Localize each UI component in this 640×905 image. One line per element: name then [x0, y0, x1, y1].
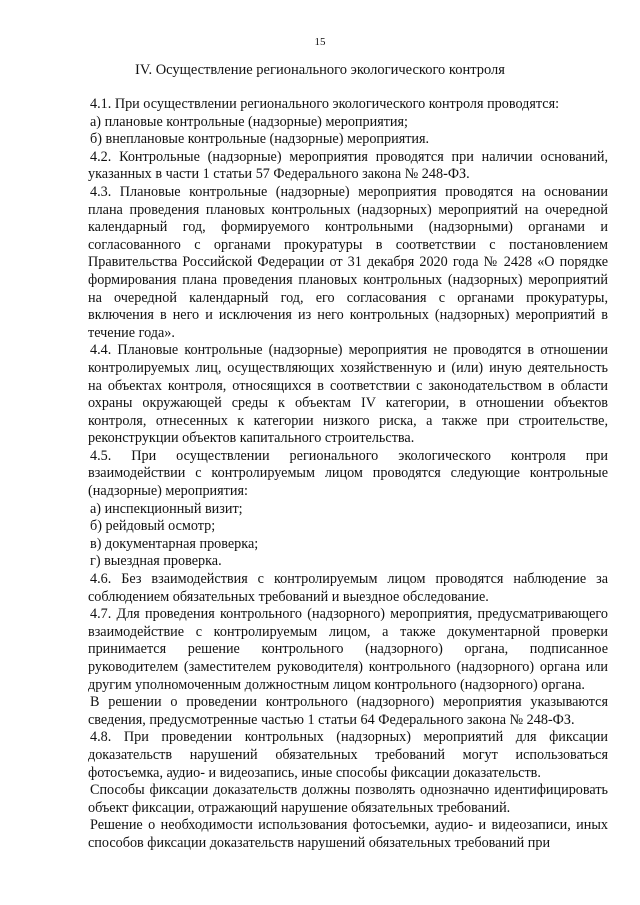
paragraph-4-5: 4.5. При осуществлении регионального экологического контроля при взаимодействии с контролируемым лицом проводятся следующие контрольные (надзорные) мероприятия:	[88, 447, 608, 500]
paragraph-4-7-decision: В решении о проведении контрольного (надзорного) мероприятия указываются сведения, предусмотренные частью 1 статьи 64 Федерального закона № 248-ФЗ.	[88, 694, 608, 728]
list-item: в) документарная проверка;	[90, 535, 259, 552]
section-title: IV. Осуществление регионального экологического контроля	[135, 62, 505, 78]
paragraph-4-7: 4.7. Для проведения контрольного (надзорного) мероприятия, предусматривающего взаимодействие с контролируемым лицом, а также документарной проверки принимается решение контрольного (надзорного) органа, подписанное руководителем (заместителем руководителя) контрольного (надзорного) органа или другим уполномоченным должностным лицом контрольного (надзорного) органа.	[88, 606, 608, 693]
paragraph-4-8: 4.8. При проведении контрольных (надзорных) мероприятий для фиксации доказательств нарушений обязательных требований могут использоваться фотосъемка, аудио- и видеозапись, иные способы фиксации доказательств.	[88, 729, 608, 781]
paragraph-4-2: 4.2. Контрольные (надзорные) мероприятия проводятся при наличии оснований, указанных в части 1 статьи 57 Федерального закона № 248-ФЗ.	[88, 148, 608, 183]
page-number: 15	[314, 36, 326, 48]
paragraph-4-8-methods: Способы фиксации доказательств должны позволять однозначно идентифицировать объект фиксации, отражающий нарушение обязательных требований.	[88, 782, 608, 816]
list-item: б) рейдовый осмотр;	[90, 518, 216, 535]
list-item: б) внеплановые контрольные (надзорные) мероприятия.	[90, 131, 430, 148]
list-item: а) инспекционный визит;	[90, 500, 243, 517]
paragraph-4-6: 4.6. Без взаимодействия с контролируемым лицом проводятся наблюдение за соблюдением обязательных требований и выездное обследование.	[88, 571, 608, 605]
paragraph-4-1: 4.1. При осуществлении регионального экологического контроля проводятся:	[90, 96, 560, 112]
paragraph-4-4: 4.4. Плановые контрольные (надзорные) мероприятия не проводятся в отношении контролируемых лиц, осуществляющих хозяйственную и (или) иную деятельность на объектах контроля, относящихся в соответствии с законодательством в области охраны окружающей среды к объектам IV категории, в отношении объектов контроля, отнесенных к категории низкого риска, а также при строительстве, реконструкции объектов капитального строительства.	[88, 342, 608, 447]
body-text	[88, 96, 608, 853]
paragraph-4-3: 4.3. Плановые контрольные (надзорные) мероприятия проводятся на основании плана проведения плановых контрольных (надзорных) мероприятий на очередной календарный год, формируемого контрольными (надзорными) органами и согласованного с органами прокуратуры в соответствии с постановлением Правительства Российской Федерации от 31 декабря 2020 года № 2428 «О порядке формирования плана проведения плановых контрольных (надзорных) мероприятий на очередной календарный год, его согласования с органами прокуратуры, включения в него и исключения из него контрольных (надзорных) мероприятий в течение года».	[88, 183, 608, 341]
paragraph-4-8-decision: Решение о необходимости использования фотосъемки, аудио- и видеозаписи, иных способов фиксации доказательств нарушений обязательных требований при	[88, 817, 608, 851]
list-item: г) выездная проверка.	[90, 553, 222, 570]
list-item: а) плановые контрольные (надзорные) мероприятия;	[90, 113, 408, 130]
